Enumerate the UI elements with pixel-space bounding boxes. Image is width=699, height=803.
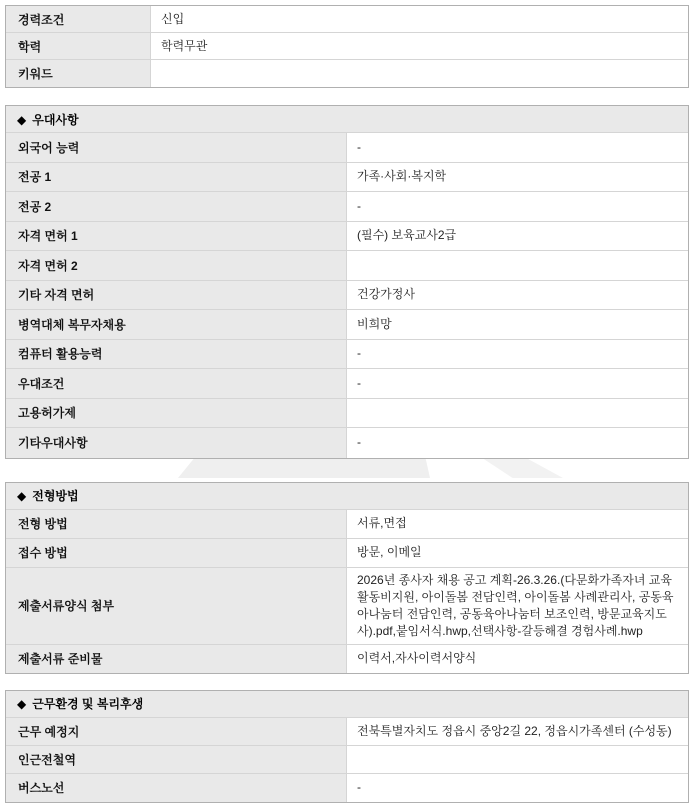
row-label-selection-method: 전형 방법 <box>6 510 347 539</box>
row-label-nearby-subway: 인근전철역 <box>6 746 347 774</box>
table-row <box>6 163 688 193</box>
row-label-foreign-language: 외국어 능력 <box>6 133 347 163</box>
diamond-icon: ◆ <box>17 112 27 127</box>
row-value-military-service: 비희망 <box>347 310 688 340</box>
table-row <box>6 539 688 568</box>
row-value-other-preferences: - <box>347 428 688 458</box>
row-label-document-form-attachment: 제출서류양식 첨부 <box>6 568 347 645</box>
row-label-other-preferences: 기타우대사항 <box>6 428 347 458</box>
section-header-row <box>6 691 688 718</box>
diamond-icon: ◆ <box>17 697 27 711</box>
row-label-military-service: 병역대체 복무자채용 <box>6 310 347 340</box>
table-row <box>6 251 688 281</box>
row-value-keyword <box>151 60 688 87</box>
table-row <box>6 281 688 311</box>
table-row <box>6 133 688 163</box>
section-header-row <box>6 106 688 133</box>
application-process-table <box>5 482 689 674</box>
row-value-employment-permit <box>347 399 688 429</box>
row-label-preference-condition: 우대조건 <box>6 369 347 399</box>
preferences-table <box>5 105 689 459</box>
row-value-computer-skills: - <box>347 340 688 370</box>
row-value-education: 학력무관 <box>151 33 688 60</box>
row-value-career-condition: 신입 <box>151 6 688 33</box>
table-row <box>6 718 688 746</box>
table-row <box>6 33 688 60</box>
row-label-career-condition: 경력조건 <box>6 6 151 33</box>
section-header-row <box>6 483 688 510</box>
row-label-employment-permit: 고용허가제 <box>6 399 347 429</box>
section-header-application-process <box>6 483 688 510</box>
table-row <box>6 645 688 673</box>
section-header-preferences <box>6 106 688 133</box>
work-environment-table <box>5 690 689 803</box>
diamond-icon: ◆ <box>17 489 27 503</box>
table-row <box>6 6 688 33</box>
row-label-education: 학력 <box>6 33 151 60</box>
row-value-preference-condition: - <box>347 369 688 399</box>
section-title: 전형방법 <box>32 489 79 503</box>
row-value-foreign-language: - <box>347 133 688 163</box>
row-value-application-method: 방문, 이메일 <box>347 539 688 568</box>
row-value-selection-method: 서류,면접 <box>347 510 688 539</box>
table-row <box>6 369 688 399</box>
row-value-major-1: 가족·사회·복지학 <box>347 163 688 193</box>
table-row <box>6 310 688 340</box>
row-label-license-2: 자격 면허 2 <box>6 251 347 281</box>
row-label-work-location: 근무 예정지 <box>6 718 347 746</box>
section-title: 근무환경 및 복리후생 <box>32 697 144 711</box>
table-row <box>6 399 688 429</box>
row-value-other-license: 건강가정사 <box>347 281 688 311</box>
row-label-computer-skills: 컴퓨터 활용능력 <box>6 340 347 370</box>
row-label-other-license: 기타 자격 면허 <box>6 281 347 311</box>
row-value-work-location: 전북특별자치도 정읍시 중앙2길 22, 정읍시가족센터 (수성동) <box>347 718 688 746</box>
row-value-license-1: (필수) 보육교사2급 <box>347 222 688 252</box>
table-row <box>6 428 688 458</box>
row-value-required-documents: 이력서,자사이력서양식 <box>347 645 688 673</box>
basic-info-table <box>5 5 689 88</box>
row-label-keyword: 키워드 <box>6 60 151 87</box>
table-row <box>6 746 688 774</box>
row-label-application-method: 접수 방법 <box>6 539 347 568</box>
table-row <box>6 568 688 645</box>
section-header-work-environment <box>6 691 688 718</box>
table-row <box>6 774 688 802</box>
row-label-license-1: 자격 면허 1 <box>6 222 347 252</box>
row-label-major-1: 전공 1 <box>6 163 347 193</box>
row-value-bus-route: - <box>347 774 688 802</box>
section-title: 우대사항 <box>32 112 79 127</box>
row-label-major-2: 전공 2 <box>6 192 347 222</box>
table-row <box>6 192 688 222</box>
table-row <box>6 340 688 370</box>
row-value-license-2 <box>347 251 688 281</box>
row-value-major-2: - <box>347 192 688 222</box>
row-label-bus-route: 버스노선 <box>6 774 347 802</box>
row-value-nearby-subway <box>347 746 688 774</box>
table-row <box>6 510 688 539</box>
row-value-document-form-attachment: 2026년 종사자 채용 공고 계획-26.3.26.(다문화가족자녀 교육활동비지원, 아이돌봄 전담인력, 아이돌봄 사례관리사, 공동육아나눔터 전담인력, 공동육아나눔터 보조인력, 방문교육지도사).pdf,붙임서식.hwp,선택사항-갈등해결 경험사례.hwp <box>347 568 688 645</box>
table-row <box>6 60 688 87</box>
row-label-required-documents: 제출서류 준비물 <box>6 645 347 673</box>
table-row <box>6 222 688 252</box>
